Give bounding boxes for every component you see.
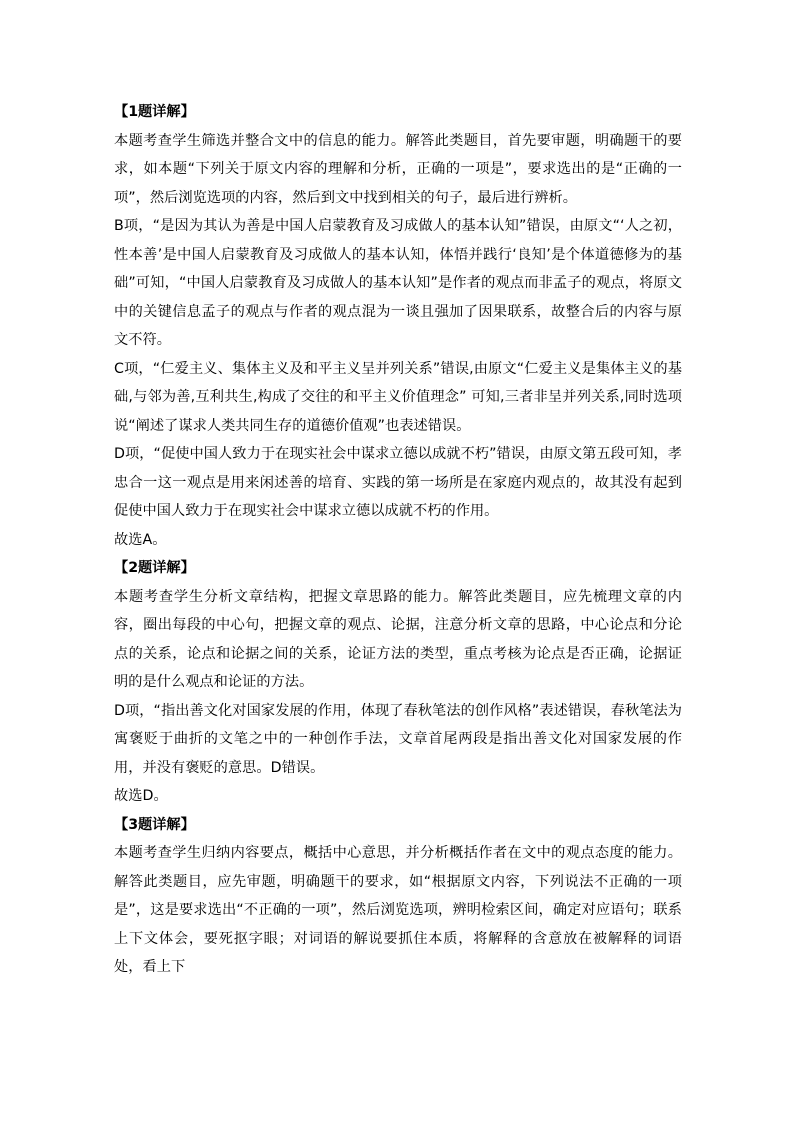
paragraph: D项，“指出善文化对国家发展的作用，体现了春秋笔法的创作风格”表述错误，春秋笔法为寓褒贬于曲折的文笔之中的一种创作手法，文章首尾两段是指出善文化对国家发展的作用，并没有褒贬的意思。D错误。: [114, 702, 682, 776]
paragraph: B项，“是因为其认为善是中国人启蒙教育及习成做人的基本认知”错误，由原文“‘人之初，性本善’是中国人启蒙教育及习成做人的基本认知，体悟并践行‘良知’是个体道德修为的基础”可知，“中国人启蒙教育及习成做人的基本认知”是作者的观点而非孟子的观点，将原文中的关键信息孟子的观点与作者的观点混为一谈且强加了因果联系，故整合后的内容与原文不符。: [114, 218, 682, 348]
paragraph: D项，“促使中国人致力于在现实社会中谋求立德以成就不朽”错误，由原文第五段可知，孝忠合一这一观点是用来闲述善的培育、实践的第一场所是在家庭内观点的，故其没有起到促使中国人致力于在现实社会中谋求立德以成就不朽的作用。: [114, 446, 682, 519]
section-heading-2: 【2题详解】: [114, 560, 195, 576]
answer-line: 故选D。: [114, 788, 168, 804]
document-body: [114, 98, 682, 982]
paragraph: 本题考查学生分析文章结构，把握文章思路的能力。解答此类题目，应先梳理文章的内容，圈出每段的中心句，把握文章的观点、论据，注意分析文章的思路，中心论点和分论点的关系，论点和论据之间的关系，论证方法的类型，重点考核为论点是否正确，论据证明的是什么观点和论证的方法。: [114, 588, 682, 690]
section-heading-1: 【1题详解】: [114, 104, 195, 120]
answer-line: 故选A。: [114, 531, 167, 548]
paragraph: 本题考查学生筛选并整合文中的信息的能力。解答此类题目，首先要审题，明确题干的要求，如本题“下列关于原文内容的理解和分析，正确的一项是”，要求选出的是“正确的一项”，然后浏览选项的内容，然后到文中找到相关的句子，最后进行辨析。: [114, 132, 682, 206]
paragraph: C项，“仁爱主义、集体主义及和平主义呈并列关系”错误,由原文“仁爱主义是集体主义的基础,与邻为善,互利共生,构成了交往的和平主义价值理念” 可知,三者非呈并列关系,同时选项说“阐述了谋求人类共同生存的道德价值观”也表述错误。: [114, 360, 682, 434]
section-heading-3: 【3题详解】: [114, 816, 195, 833]
paragraph: 本题考查学生归纳内容要点，概括中心意思，并分析概括作者在文中的观点态度的能力。解答此类题目，应先审题，明确题干的要求，如“根据原文内容，下列说法不正确的一项是”，这是要求选出“不正确的一项”，然后浏览选项，辨明检索区间，确定对应语句；联系上下文体会，要死抠字眼；对词语的解说要抓住本质，将解释的含意放在被解释的词语处，看上下: [114, 845, 682, 975]
